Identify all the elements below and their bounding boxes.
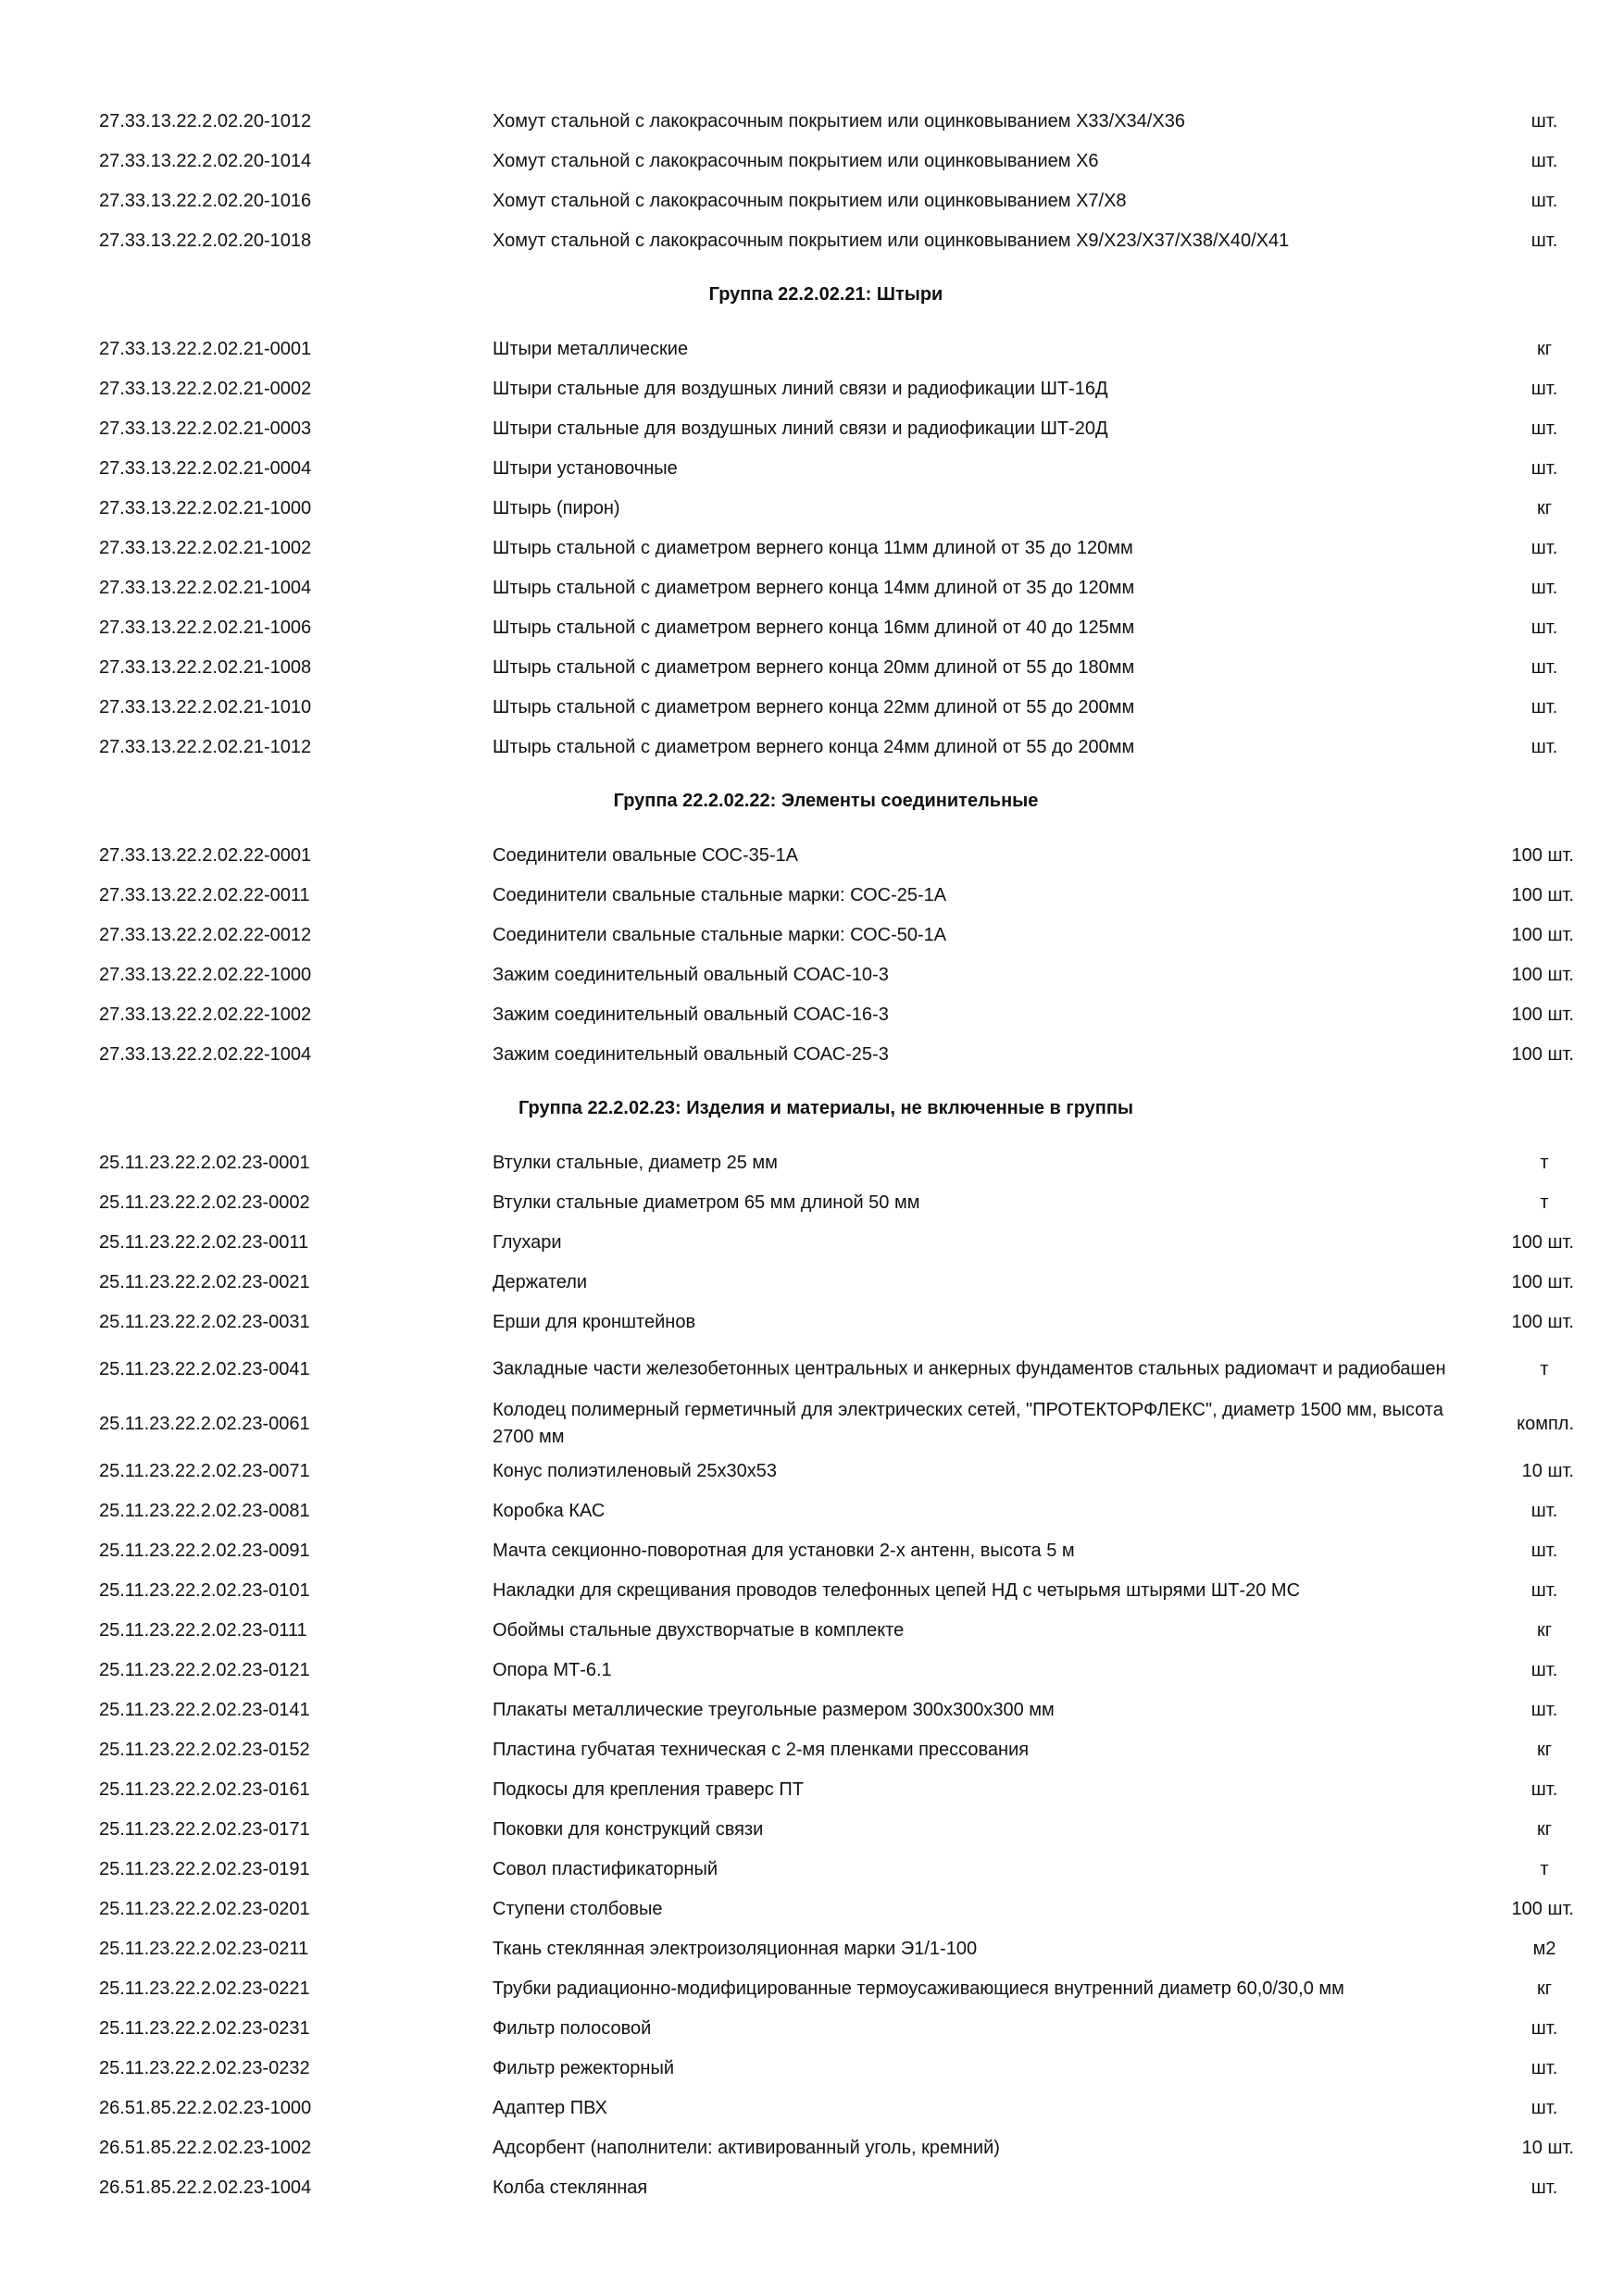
item-unit: шт. <box>1530 190 1558 211</box>
item-code: 27.33.13.22.2.02.21-1010 <box>99 696 312 718</box>
item-code: 25.11.23.22.2.02.23-0101 <box>99 1579 310 1601</box>
item-name: Адсорбент (наполнители: активированный уголь, кремний) <box>493 2137 1000 2158</box>
item-code: 25.11.23.22.2.02.23-0091 <box>99 1540 310 1561</box>
item-name: Накладки для скрещивания проводов телефонных цепей НД с четырьмя штырями ШТ-20 МС <box>493 1579 1301 1601</box>
table-row <box>0 727 1624 767</box>
table-row <box>0 1034 1624 1074</box>
item-unit: шт. <box>1530 577 1558 598</box>
item-name: Коробка КАС <box>493 1500 606 1521</box>
item-name: Соединители свальные стальные марки: СОС-50-1А <box>493 924 947 945</box>
table-row <box>0 1530 1624 1570</box>
item-code: 27.33.13.22.2.02.22-0012 <box>99 924 312 945</box>
item-unit: 10 шт. <box>1521 1460 1574 1481</box>
item-name: Втулки стальные, диаметр 25 мм <box>493 1152 778 1173</box>
item-name: Зажим соединительный овальный СОАС-16-3 <box>493 1004 889 1025</box>
group-heading: Группа 22.2.02.21: Штыри <box>708 283 943 305</box>
item-name: Штыри металлические <box>493 338 689 359</box>
table-row <box>0 875 1624 915</box>
group-21-rows <box>0 329 1624 767</box>
table-row <box>0 1650 1624 1690</box>
item-name: Ткань стеклянная электроизоляционная марки Э1/1-100 <box>493 1938 978 1959</box>
item-code: 25.11.23.22.2.02.23-0002 <box>99 1192 310 1213</box>
item-code: 25.11.23.22.2.02.23-0111 <box>99 1619 307 1641</box>
item-code: 27.33.13.22.2.02.21-1012 <box>99 736 312 757</box>
item-name: Штыри стальные для воздушных линий связи и радиофикации ШТ-20Д <box>493 418 1108 439</box>
item-unit: шт. <box>1530 1540 1558 1561</box>
item-unit: шт. <box>1530 2097 1558 2118</box>
item-name: Мачта секционно-поворотная для установки 2-х антенн, высота 5 м <box>493 1540 1075 1561</box>
group-20-continuation <box>0 101 1624 260</box>
item-code: 25.11.23.22.2.02.23-0152 <box>99 1739 310 1760</box>
item-unit: шт. <box>1530 2177 1558 2198</box>
item-unit: шт. <box>1530 230 1558 251</box>
table-row <box>0 1302 1624 1341</box>
item-name: Глухари <box>493 1231 562 1253</box>
item-unit: кг <box>1536 497 1553 518</box>
item-name: Зажим соединительный овальный СОАС-10-3 <box>493 964 889 985</box>
table-row <box>0 101 1624 141</box>
item-code: 26.51.85.22.2.02.23-1000 <box>99 2097 312 2118</box>
item-name: Штырь стальной с диаметром вернего конца 11мм длиной от 35 до 120мм <box>493 537 1133 558</box>
item-name: Поковки для конструкций связи <box>493 1818 764 1840</box>
group-22-rows <box>0 835 1624 1074</box>
item-code: 25.11.23.22.2.02.23-0011 <box>99 1231 309 1253</box>
table-row <box>0 1968 1624 2008</box>
item-code: 27.33.13.22.2.02.21-0003 <box>99 418 312 439</box>
item-name: Ерши для кронштейнов <box>493 1311 696 1332</box>
item-name: Фильтр режекторный <box>493 2057 675 2078</box>
table-row <box>0 2088 1624 2128</box>
table-row <box>0 220 1624 260</box>
item-code: 27.33.13.22.2.02.20-1018 <box>99 230 312 251</box>
item-unit: 100 шт. <box>1511 1004 1574 1025</box>
table-row <box>0 1690 1624 1729</box>
item-name: Зажим соединительный овальный СОАС-25-3 <box>493 1043 889 1065</box>
item-name: Соединители овальные СОС-35-1А <box>493 844 798 866</box>
item-code: 25.11.23.22.2.02.23-0231 <box>99 2017 310 2039</box>
group-23-rows <box>0 1142 1624 2207</box>
item-unit: шт. <box>1530 736 1558 757</box>
item-code: 25.11.23.22.2.02.23-0211 <box>99 1938 309 1959</box>
item-code: 25.11.23.22.2.02.23-0071 <box>99 1460 310 1481</box>
item-name: Держатели <box>493 1271 588 1292</box>
item-code: 25.11.23.22.2.02.23-0081 <box>99 1500 310 1521</box>
item-code: 25.11.23.22.2.02.23-0041 <box>99 1358 310 1379</box>
table-row <box>0 687 1624 727</box>
table-row <box>0 1142 1624 1182</box>
item-code: 25.11.23.22.2.02.23-0171 <box>99 1818 310 1840</box>
item-unit: 100 шт. <box>1511 1271 1574 1292</box>
item-code: 25.11.23.22.2.02.23-0232 <box>99 2057 310 2078</box>
item-name: Втулки стальные диаметром 65 мм длиной 50 мм <box>493 1192 920 1213</box>
item-name: Колба стеклянная <box>493 2177 648 2198</box>
item-name: Опора МТ-6.1 <box>493 1659 612 1680</box>
item-code: 27.33.13.22.2.02.21-1000 <box>99 497 312 518</box>
item-code: 27.33.13.22.2.02.20-1014 <box>99 150 312 171</box>
item-name: Штырь стальной с диаметром вернего конца 20мм длиной от 55 до 180мм <box>493 656 1135 678</box>
item-unit: 10 шт. <box>1521 2137 1574 2158</box>
group-heading: Группа 22.2.02.23: Изделия и материалы, не включенные в группы <box>518 1097 1134 1118</box>
table-row <box>0 1570 1624 1610</box>
table-row <box>0 141 1624 181</box>
item-name: Хомут стальной с лакокрасочным покрытием или оцинковыванием Х9/Х23/Х37/Х38/Х40/Х41 <box>493 230 1290 251</box>
table-row <box>0 1928 1624 1968</box>
item-code: 27.33.13.22.2.02.20-1012 <box>99 110 312 131</box>
item-name: Ступени столбовые <box>493 1898 663 1919</box>
table-row <box>0 448 1624 488</box>
group-heading: Группа 22.2.02.22: Элементы соединительные <box>613 790 1039 811</box>
item-unit: шт. <box>1530 696 1558 718</box>
item-unit: шт. <box>1530 617 1558 638</box>
item-name: Фильтр полосовой <box>493 2017 652 2039</box>
item-unit: 100 шт. <box>1511 1898 1574 1919</box>
table-row <box>0 647 1624 687</box>
item-unit: 100 шт. <box>1511 1231 1574 1253</box>
item-name: Пластина губчатая техническая с 2-мя пленками прессования <box>493 1739 1030 1760</box>
item-unit: кг <box>1536 338 1553 359</box>
table-row <box>0 1262 1624 1302</box>
item-code: 27.33.13.22.2.02.21-1004 <box>99 577 312 598</box>
item-unit: 100 шт. <box>1511 964 1574 985</box>
item-code: 27.33.13.22.2.02.22-0011 <box>99 884 310 905</box>
item-code: 27.33.13.22.2.02.21-1006 <box>99 617 312 638</box>
item-code: 26.51.85.22.2.02.23-1004 <box>99 2177 312 2198</box>
table-row <box>0 607 1624 647</box>
table-row <box>0 1491 1624 1530</box>
item-name: Штырь (пирон) <box>493 497 620 518</box>
item-code: 25.11.23.22.2.02.23-0191 <box>99 1858 310 1879</box>
table-row <box>0 2008 1624 2048</box>
table-row <box>0 1396 1624 1451</box>
item-code: 25.11.23.22.2.02.23-0161 <box>99 1778 310 1800</box>
item-unit: шт. <box>1530 537 1558 558</box>
item-unit: шт. <box>1530 1699 1558 1720</box>
item-name: Штырь стальной с диаметром вернего конца 24мм длиной от 55 до 200мм <box>493 736 1135 757</box>
item-unit: шт. <box>1530 656 1558 678</box>
item-unit: 100 шт. <box>1511 924 1574 945</box>
item-code: 25.11.23.22.2.02.23-0141 <box>99 1699 310 1720</box>
item-code: 27.33.13.22.2.02.21-0002 <box>99 378 312 399</box>
table-row <box>0 488 1624 528</box>
item-unit: 100 шт. <box>1511 884 1574 905</box>
table-row <box>0 568 1624 607</box>
item-unit: шт. <box>1530 110 1558 131</box>
item-unit: шт. <box>1530 1778 1558 1800</box>
item-unit: шт. <box>1530 150 1558 171</box>
table-row <box>0 1610 1624 1650</box>
item-unit: шт. <box>1530 2057 1558 2078</box>
item-unit: м2 <box>1532 1938 1556 1959</box>
item-unit: кг <box>1536 1978 1553 1999</box>
item-code: 25.11.23.22.2.02.23-0061 <box>99 1413 310 1434</box>
item-code: 27.33.13.22.2.02.22-1004 <box>99 1043 312 1065</box>
item-unit: т <box>1540 1358 1549 1379</box>
item-code: 27.33.13.22.2.02.22-1002 <box>99 1004 312 1025</box>
table-row <box>0 1341 1624 1396</box>
item-name: Подкосы для крепления траверс ПТ <box>493 1778 804 1800</box>
item-unit: шт. <box>1530 1500 1558 1521</box>
item-unit: шт. <box>1530 1579 1558 1601</box>
item-code: 27.33.13.22.2.02.20-1016 <box>99 190 312 211</box>
item-unit: шт. <box>1530 378 1558 399</box>
table-row <box>0 835 1624 875</box>
item-name: Обоймы стальные двухстворчатые в комплекте <box>493 1619 905 1641</box>
item-unit: компл. <box>1517 1413 1574 1434</box>
item-name: Хомут стальной с лакокрасочным покрытием или оцинковыванием Х33/Х34/Х36 <box>493 110 1185 131</box>
table-row <box>0 329 1624 368</box>
item-code: 25.11.23.22.2.02.23-0021 <box>99 1271 310 1292</box>
item-name: Штырь стальной с диаметром вернего конца 22мм длиной от 55 до 200мм <box>493 696 1135 718</box>
item-code: 27.33.13.22.2.02.21-1002 <box>99 537 312 558</box>
item-unit: 100 шт. <box>1511 844 1574 866</box>
item-code: 25.11.23.22.2.02.23-0121 <box>99 1659 310 1680</box>
item-name: Хомут стальной с лакокрасочным покрытием или оцинковыванием Х7/Х8 <box>493 190 1127 211</box>
item-code: 25.11.23.22.2.02.23-0201 <box>99 1898 310 1919</box>
item-unit: т <box>1540 1152 1549 1173</box>
item-name: Закладные части железобетонных центральных и анкерных фундаментов стальных радиомачт и радиобашен <box>493 1358 1446 1379</box>
item-unit: 100 шт. <box>1511 1311 1574 1332</box>
item-code: 25.11.23.22.2.02.23-0031 <box>99 1311 310 1332</box>
table-row <box>0 2167 1624 2207</box>
item-unit: шт. <box>1530 457 1558 479</box>
item-unit: шт. <box>1530 418 1558 439</box>
item-unit: кг <box>1536 1739 1553 1760</box>
item-name: Адаптер ПВХ <box>493 2097 607 2118</box>
item-code: 27.33.13.22.2.02.21-0004 <box>99 457 312 479</box>
table-row <box>0 1222 1624 1262</box>
item-code: 27.33.13.22.2.02.22-0001 <box>99 844 312 866</box>
item-name: Штыри стальные для воздушных линий связи и радиофикации ШТ-16Д <box>493 378 1108 399</box>
table-row <box>0 1849 1624 1889</box>
table-row <box>0 994 1624 1034</box>
table-row <box>0 1451 1624 1491</box>
item-unit: шт. <box>1530 2017 1558 2039</box>
item-name: Колодец полимерный герметичный для электрических сетей, "ПРОТЕКТОРФЛЕКС", диаметр 1500 мм, высота 2700 мм <box>493 1399 1443 1447</box>
item-code: 25.11.23.22.2.02.23-0001 <box>99 1152 310 1173</box>
item-unit: кг <box>1536 1818 1553 1840</box>
item-name: Штырь стальной с диаметром вернего конца 14мм длиной от 35 до 120мм <box>493 577 1135 598</box>
item-unit: т <box>1540 1858 1549 1879</box>
table-row <box>0 2128 1624 2167</box>
price-list-document <box>0 101 1624 2207</box>
table-row <box>0 408 1624 448</box>
table-row <box>0 1769 1624 1809</box>
table-row <box>0 181 1624 220</box>
table-row <box>0 368 1624 408</box>
item-name: Конус полиэтиленовый 25х30х53 <box>493 1460 778 1481</box>
table-row <box>0 2048 1624 2088</box>
item-unit: шт. <box>1530 1659 1558 1680</box>
item-unit: кг <box>1536 1619 1553 1641</box>
item-unit: т <box>1540 1192 1549 1213</box>
table-row <box>0 955 1624 994</box>
table-row <box>0 1729 1624 1769</box>
item-name: Совол пластификаторный <box>493 1858 718 1879</box>
table-row <box>0 915 1624 955</box>
table-row <box>0 1889 1624 1928</box>
item-code: 26.51.85.22.2.02.23-1002 <box>99 2137 312 2158</box>
item-name: Штыри установочные <box>493 457 678 479</box>
item-unit: 100 шт. <box>1511 1043 1574 1065</box>
item-name: Штырь стальной с диаметром вернего конца 16мм длиной от 40 до 125мм <box>493 617 1135 638</box>
item-code: 25.11.23.22.2.02.23-0221 <box>99 1978 310 1999</box>
item-name: Плакаты металлические треугольные размером 300х300х300 мм <box>493 1699 1055 1720</box>
table-row <box>0 1809 1624 1849</box>
item-code: 27.33.13.22.2.02.21-0001 <box>99 338 312 359</box>
item-name: Хомут стальной с лакокрасочным покрытием или оцинковыванием Х6 <box>493 150 1099 171</box>
item-code: 27.33.13.22.2.02.21-1008 <box>99 656 312 678</box>
item-name: Соединители свальные стальные марки: СОС-25-1А <box>493 884 947 905</box>
table-row <box>0 1182 1624 1222</box>
item-code: 27.33.13.22.2.02.22-1000 <box>99 964 312 985</box>
table-row <box>0 528 1624 568</box>
item-name: Трубки радиационно-модифицированные термоусаживающиеся внутренний диаметр 60,0/30,0 мм <box>493 1978 1344 1999</box>
